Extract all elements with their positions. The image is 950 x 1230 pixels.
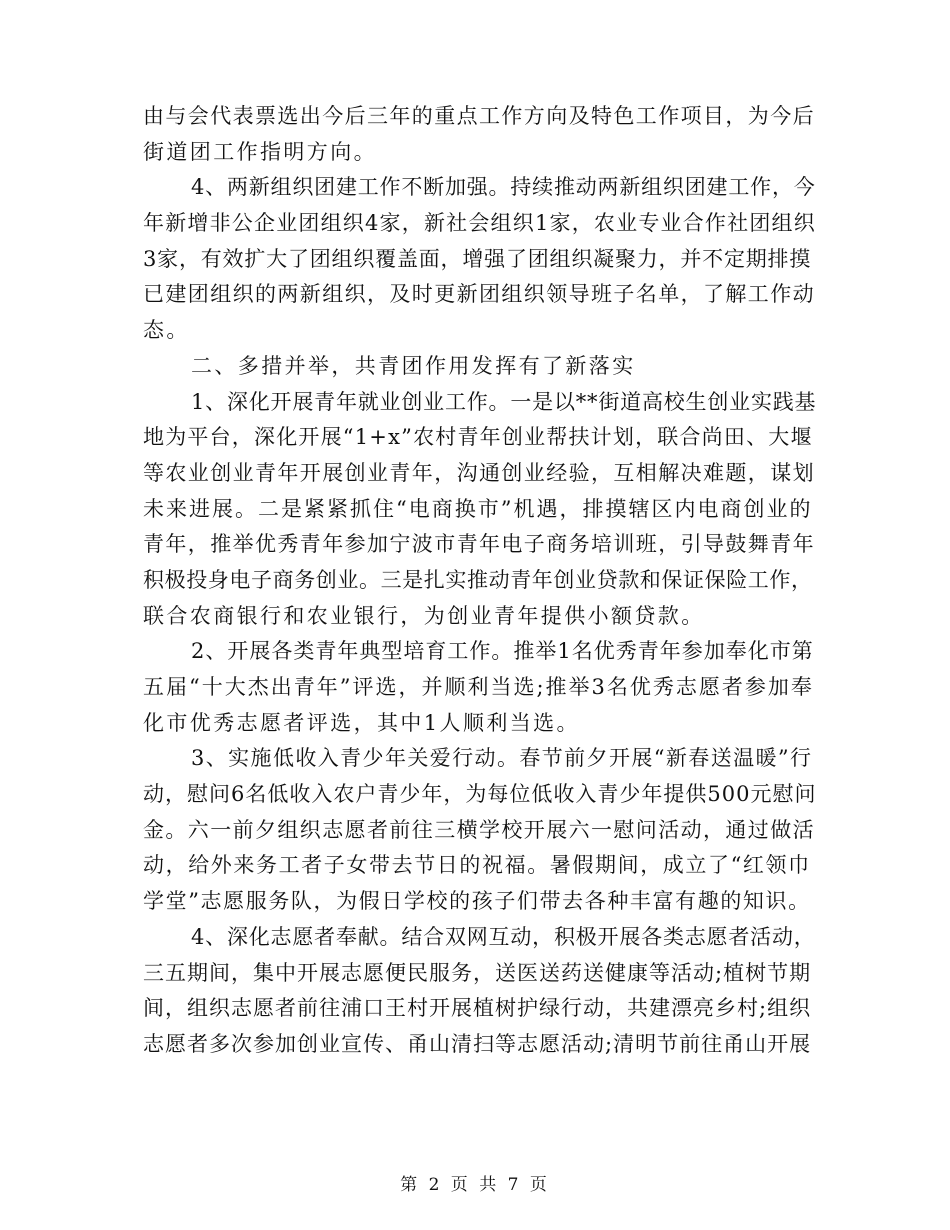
text-line: 已建团组织的两新组织，及时更新团组织领导班子名单，了解工作动 [143, 282, 815, 307]
text-line: 1、深化开展青年就业创业工作。一是以**街道高校生创业实践基 [191, 389, 817, 414]
text-line: 未来进展。二是紧紧抓住“电商换市”机遇，排摸辖区内电商创业的 [143, 496, 813, 521]
text-line: 2、开展各类青年典型培育工作。推举1名优秀青年参加奉化市第 [191, 639, 814, 664]
text-line: 动，慰问6名低收入农户青少年，为每位低收入青少年提供500元慰问 [143, 782, 817, 807]
text-line: 3、实施低收入青少年关爱行动。春节前夕开展“新春送温暖”行 [191, 746, 813, 771]
text-line: 金。六一前夕组织志愿者前往三横学校开展六一慰问活动，通过做活 [143, 817, 815, 842]
text-line: 三五期间，集中开展志愿便民服务，送医送药送健康等活动;植树节期 [143, 960, 812, 985]
text-line: 联合农商银行和农业银行，为创业青年提供小额贷款。 [143, 603, 705, 628]
text-line: 化市优秀志愿者评选，其中1人顺利当选。 [143, 710, 580, 735]
text-line: 等农业创业青年开展创业青年，沟通创业经验，互相解决难题，谋划 [143, 460, 815, 485]
text-line: 间，组织志愿者前往浦口王村开展植树护绿行动，共建漂亮乡村;组织 [143, 996, 812, 1021]
text-line: 由与会代表票选出今后三年的重点工作方向及特色工作项目，为今后 [143, 104, 815, 128]
document-body [143, 99, 815, 1063]
text-line: 二、多措并举，共青团作用发挥有了新落实 [191, 353, 636, 378]
text-line: 态。 [143, 318, 190, 343]
text-line: 积极投身电子商务创业。三是扎实推动青年创业贷款和保证保险工作， [143, 567, 813, 592]
text-line: 动，给外来务工者子女带去节日的祝福。暑假期间，成立了“红领巾 [143, 853, 811, 878]
page-number-footer: 第 2 页 共 7 页 [400, 1175, 550, 1195]
text-line: 4、深化志愿者奉献。结合双网互动，积极开展各类志愿者活动， [191, 924, 816, 949]
text-line: 五届“十大杰出青年”评选，并顺利当选;推举3名优秀志愿者参加奉 [143, 675, 814, 699]
text-line: 学堂”志愿服务队，为假日学校的孩子们带去各种丰富有趣的知识。 [143, 889, 811, 914]
text-line: 青年，推举优秀青年参加宁波市青年电子商务培训班，引导鼓舞青年 [143, 532, 815, 557]
text-line: 街道团工作指明方向。 [143, 139, 377, 164]
text-line: 年新增非公企业团组织4家，新社会组织1家，农业专业合作社团组织 [143, 211, 816, 236]
text-line: 4、两新组织团建工作不断加强。持续推动两新组织团建工作，今 [191, 175, 816, 200]
text-line: 志愿者多次参加创业宣传、甬山清扫等志愿活动;清明节前往甬山开展 [143, 1031, 812, 1056]
text-line: 地为平台，深化开展“1+x”农村青年创业帮扶计划，联合尚田、大堰 [143, 425, 813, 450]
text-line: 3家，有效扩大了团组织覆盖面，增强了团组织凝聚力，并不定期排摸 [143, 246, 812, 271]
